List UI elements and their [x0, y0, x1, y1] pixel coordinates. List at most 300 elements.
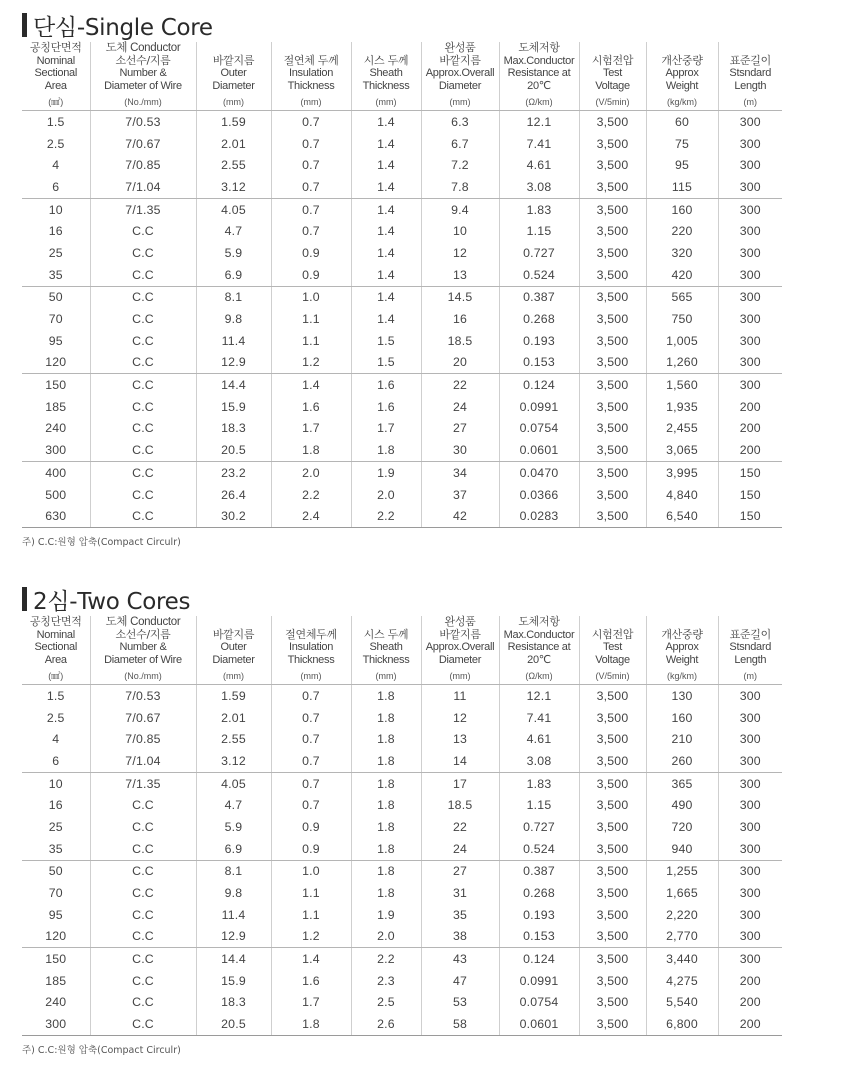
table-cell: 2.5: [351, 992, 421, 1014]
table-cell: 0.524: [499, 264, 579, 286]
single-core-section: [22, 8, 782, 548]
table-cell: C.C: [90, 264, 196, 286]
table-cell: 120: [22, 352, 90, 374]
table-cell: 3,500: [579, 728, 646, 750]
table-cell: C.C: [90, 505, 196, 527]
table-cell: 0.124: [499, 374, 579, 396]
table-cell: 5.9: [196, 242, 271, 264]
header-line: 표준길이: [729, 53, 771, 67]
table-cell: 12.1: [499, 111, 579, 133]
table-cell: 7.41: [499, 133, 579, 155]
table-cell: 12.9: [196, 352, 271, 374]
table-row: [22, 220, 782, 242]
table-cell: 3,500: [579, 176, 646, 198]
table-cell: 14.4: [196, 374, 271, 396]
table-row: [22, 439, 782, 461]
table-cell: 1.83: [499, 772, 579, 794]
table-cell: 0.7: [271, 220, 351, 242]
table-cell: C.C: [90, 860, 196, 882]
table-cell: 0.0754: [499, 418, 579, 440]
table-cell: 300: [739, 907, 761, 922]
header-outer-diameter: [196, 616, 271, 668]
table-cell: 6,540: [646, 505, 718, 527]
table-row: [22, 352, 782, 374]
header-line: 개산중량: [661, 53, 703, 67]
header-line: Diameter: [438, 79, 482, 92]
table-row: [22, 707, 782, 729]
header-line: 소선수/지름: [115, 627, 171, 641]
table-cell: 12: [421, 242, 499, 264]
table-cell: C.C: [90, 286, 196, 308]
table-cell: 7/0.53: [90, 111, 196, 133]
table-cell: 300: [739, 202, 761, 217]
title-bar-marker: [22, 13, 27, 37]
table-cell: 210: [646, 728, 718, 750]
table-cell: 6,800: [646, 1013, 718, 1035]
header-line: 완성품: [444, 615, 476, 628]
table-cell: 34: [421, 462, 499, 484]
table-cell: 300: [718, 750, 782, 772]
table-cell: 9.8: [196, 308, 271, 330]
table-cell: 3,500: [579, 926, 646, 948]
table-cell: 1.8: [351, 794, 421, 816]
header-line: Sectional Area: [34, 641, 78, 666]
table-cell: 0.387: [499, 286, 579, 308]
table-cell: 0.9: [271, 838, 351, 860]
table-cell: 4.7: [196, 794, 271, 816]
unit-cell: (mm): [421, 94, 499, 111]
table-cell: 6.9: [196, 838, 271, 860]
table-cell: 60: [646, 111, 718, 133]
two-cores-section: [22, 582, 782, 1056]
table-cell: 365: [646, 772, 718, 794]
table-cell: 300: [739, 819, 761, 834]
table-cell: 0.0991: [499, 970, 579, 992]
table-cell: 2.2: [351, 948, 421, 970]
table-cell: 940: [646, 838, 718, 860]
table-cell: 4.05: [196, 772, 271, 794]
table-cell: 3.12: [196, 750, 271, 772]
table-cell: 0.7: [271, 794, 351, 816]
header-line: Max.Conductor: [503, 628, 575, 641]
table-cell: 7/1.04: [90, 750, 196, 772]
table-cell: 0.7: [271, 728, 351, 750]
header-line: Approx.Overall: [425, 67, 495, 79]
table-cell: 95: [646, 154, 718, 176]
header-conductor: [90, 42, 196, 94]
table-cell: 300: [739, 312, 761, 327]
header-resistance: [499, 42, 579, 94]
table-cell: 720: [646, 816, 718, 838]
table-cell: 27: [421, 418, 499, 440]
header-nominal-area: [22, 616, 90, 668]
table-cell: 1.6: [271, 970, 351, 992]
header-line: 공칭단면적: [29, 615, 82, 628]
table-cell: 115: [646, 176, 718, 198]
table-cell: C.C: [90, 352, 196, 374]
table-cell: 300: [739, 245, 761, 260]
table-cell: 300: [739, 114, 761, 129]
table-cell: 35: [22, 838, 90, 860]
table-row: [22, 330, 782, 352]
table-cell: 0.0283: [499, 505, 579, 527]
table-cell: 6: [22, 750, 90, 772]
table-cell: C.C: [90, 439, 196, 461]
table-cell: 4: [22, 154, 90, 176]
table-cell: 160: [646, 198, 718, 220]
header-line: Approx: [665, 641, 699, 653]
header-conductor: [90, 616, 196, 668]
table-cell: 490: [646, 794, 718, 816]
header-insulation: [271, 42, 351, 94]
section-title: [22, 582, 782, 616]
header-line: Insulation: [288, 67, 334, 79]
table-cell: 1.83: [499, 198, 579, 220]
table-cell: 500: [22, 484, 90, 506]
header-line: Test: [603, 67, 622, 79]
table-cell: 300: [739, 290, 761, 305]
header-line: 절연체 두께: [283, 53, 339, 67]
table-cell: 18.5: [421, 330, 499, 352]
table-cell: 7.2: [421, 154, 499, 176]
table-cell: 1.8: [351, 772, 421, 794]
table-cell: 300: [718, 838, 782, 860]
header-line: Sheath: [369, 641, 403, 653]
table-cell: 14.4: [196, 948, 271, 970]
table-cell: C.C: [90, 330, 196, 352]
table-cell: 1,005: [646, 330, 718, 352]
table-row: [22, 176, 782, 198]
table-row: [22, 794, 782, 816]
table-cell: 7/0.53: [90, 685, 196, 707]
table-cell: 2.6: [351, 1013, 421, 1035]
table-cell: C.C: [90, 308, 196, 330]
table-cell: 0.193: [499, 904, 579, 926]
table-cell: 3,500: [579, 133, 646, 155]
table-cell: 300: [739, 732, 761, 747]
header-line: Diameter of Wire: [104, 653, 182, 666]
table-cell: 53: [421, 992, 499, 1014]
table-cell: 1,665: [646, 882, 718, 904]
table-cell: 2.2: [271, 484, 351, 506]
table-cell: 11.4: [196, 904, 271, 926]
table-cell: 1.4: [351, 198, 421, 220]
table-cell: 300: [718, 176, 782, 198]
table-cell: 20: [421, 352, 499, 374]
unit-cell: (mm): [196, 94, 271, 111]
table-cell: 35: [22, 264, 90, 286]
table-cell: 3,500: [579, 1013, 646, 1035]
unit-cell: (mm): [351, 94, 421, 111]
table-cell: 10: [22, 772, 90, 794]
table-cell: 3,995: [646, 462, 718, 484]
unit-cell: (Ω/km): [499, 668, 579, 685]
table-cell: 1.2: [271, 926, 351, 948]
table-row: [22, 484, 782, 506]
table-cell: 320: [646, 242, 718, 264]
unit-cell: (kg/km): [646, 668, 718, 685]
table-cell: 1.7: [271, 418, 351, 440]
table-cell: 1.59: [196, 685, 271, 707]
table-cell: 420: [646, 264, 718, 286]
header-row: [22, 616, 782, 668]
table-cell: 24: [421, 838, 499, 860]
table-cell: 400: [22, 462, 90, 484]
table-cell: 3,500: [579, 154, 646, 176]
table-cell: 0.7: [271, 198, 351, 220]
header-line: Voltage: [595, 79, 630, 92]
table-cell: 13: [421, 264, 499, 286]
header-line: Voltage: [595, 653, 630, 666]
table-cell: 3,500: [579, 242, 646, 264]
table-cell: 2,220: [646, 904, 718, 926]
table-cell: 7.41: [499, 707, 579, 729]
table-cell: 300: [739, 710, 761, 725]
table-cell: 1.4: [351, 242, 421, 264]
header-line: 도체 Conductor: [105, 42, 181, 54]
table-cell: C.C: [90, 816, 196, 838]
table-cell: 27: [421, 860, 499, 882]
table-cell: 300: [739, 378, 761, 393]
table-cell: 300: [739, 224, 761, 239]
table-cell: 2.01: [196, 133, 271, 155]
table-cell: 2.01: [196, 707, 271, 729]
table-cell: 1.9: [351, 904, 421, 926]
table-cell: 24: [421, 396, 499, 418]
header-nominal-area: [22, 42, 90, 94]
header-test-voltage: [579, 616, 646, 668]
table-cell: 3,500: [579, 772, 646, 794]
table-row: [22, 970, 782, 992]
table-cell: 5,540: [646, 992, 718, 1014]
table-cell: 1.0: [271, 860, 351, 882]
unit-cell: (No./mm): [90, 668, 196, 685]
table-cell: 2,455: [646, 418, 718, 440]
table-cell: 70: [22, 308, 90, 330]
unit-row: [22, 94, 782, 111]
header-line: 바깥지름: [212, 53, 255, 67]
table-cell: 1,560: [646, 374, 718, 396]
table-row: [22, 111, 782, 133]
unit-cell: (㎟): [22, 94, 90, 111]
table-cell: 1.6: [351, 396, 421, 418]
table-row: [22, 882, 782, 904]
unit-cell: (V/5min): [579, 94, 646, 111]
header-line: 개산중량: [661, 627, 703, 641]
table-cell: 43: [421, 948, 499, 970]
table-row: [22, 374, 782, 396]
table-cell: 3,500: [579, 750, 646, 772]
table-cell: 300: [739, 688, 761, 703]
header-weight: [646, 616, 718, 668]
table-cell: 1.7: [271, 992, 351, 1014]
header-line: 공칭단면적: [29, 41, 82, 54]
table-cell: 200: [718, 439, 782, 461]
table-cell: 10: [22, 198, 90, 220]
table-cell: 3,500: [579, 418, 646, 440]
table-cell: 3,500: [579, 707, 646, 729]
table-cell: 300: [739, 798, 761, 813]
table-cell: 20.5: [196, 1013, 271, 1035]
table-cell: 300: [739, 864, 761, 879]
table-row: [22, 904, 782, 926]
table-cell: 0.7: [271, 176, 351, 198]
header-line: 도체 Conductor: [105, 616, 181, 628]
unit-row: [22, 668, 782, 685]
table-cell: 15.9: [196, 970, 271, 992]
header-line: 시험전압: [591, 53, 634, 67]
header-line: 시스 두께: [363, 627, 409, 641]
table-cell: 3,500: [579, 484, 646, 506]
header-line: 20℃: [527, 79, 551, 92]
table-cell: 1.8: [271, 439, 351, 461]
table-cell: 7/1.04: [90, 176, 196, 198]
table-cell: 0.7: [271, 707, 351, 729]
table-cell: 23.2: [196, 462, 271, 484]
unit-cell: (kg/km): [646, 94, 718, 111]
table-cell: 3,500: [579, 970, 646, 992]
table-row: [22, 728, 782, 750]
table-cell: 3,500: [579, 286, 646, 308]
header-line: Thickness: [362, 653, 410, 666]
table-row: [22, 264, 782, 286]
table-cell: 0.7: [271, 750, 351, 772]
table-cell: 0.0991: [499, 396, 579, 418]
table-cell: 1.4: [351, 220, 421, 242]
unit-cell: (V/5min): [579, 668, 646, 685]
table-cell: 1.5: [22, 111, 90, 133]
table-cell: 1.5: [351, 330, 421, 352]
table-cell: 10: [421, 220, 499, 242]
table-cell: 3,500: [579, 439, 646, 461]
table-row: [22, 838, 782, 860]
table-cell: C.C: [90, 970, 196, 992]
table-cell: 1.6: [351, 374, 421, 396]
table-cell: 3.08: [499, 750, 579, 772]
table-cell: 2.5: [22, 707, 90, 729]
header-line: 바깥지름: [439, 53, 481, 67]
table-cell: 3,500: [579, 264, 646, 286]
header-line: Length: [734, 653, 767, 666]
table-cell: 3,500: [579, 882, 646, 904]
table-cell: 7/0.67: [90, 133, 196, 155]
unit-cell: (m): [718, 94, 782, 111]
table-cell: 6.9: [196, 264, 271, 286]
table-cell: 15.9: [196, 396, 271, 418]
table-cell: 2.2: [351, 505, 421, 527]
table-cell: 16: [22, 220, 90, 242]
table-cell: 3.08: [499, 176, 579, 198]
table-cell: C.C: [90, 904, 196, 926]
table-cell: 1.4: [351, 111, 421, 133]
header-line: Outer: [220, 641, 247, 653]
table-cell: 2.0: [351, 926, 421, 948]
table-cell: 3,500: [579, 198, 646, 220]
table-cell: 4.61: [499, 728, 579, 750]
table-row: [22, 242, 782, 264]
table-cell: 3,500: [579, 794, 646, 816]
table-cell: 50: [22, 860, 90, 882]
table-row: [22, 505, 782, 527]
table-cell: 4.61: [499, 154, 579, 176]
header-line: Length: [734, 79, 767, 92]
header-line: 소선수/지름: [115, 53, 171, 67]
table-cell: 1.8: [351, 860, 421, 882]
header-line: 바깥지름: [439, 627, 481, 641]
table-cell: 1.1: [271, 308, 351, 330]
section-title-text: 단심-Single Core: [33, 14, 213, 41]
table-cell: 200: [739, 399, 761, 414]
header-line: Stsndard: [729, 67, 772, 79]
table-cell: 160: [646, 707, 718, 729]
table-cell: 3,440: [646, 948, 718, 970]
table-cell: 38: [421, 926, 499, 948]
header-line: Max.Conductor: [503, 54, 575, 67]
header-insulation: [271, 616, 351, 668]
table-cell: 18.5: [421, 794, 499, 816]
table-cell: 200: [718, 1013, 782, 1035]
unit-cell: (No./mm): [90, 94, 196, 111]
table-cell: 70: [22, 882, 90, 904]
table-cell: 0.7: [271, 772, 351, 794]
header-line: 표준길이: [729, 627, 771, 641]
table-cell: 6.7: [421, 133, 499, 155]
table-cell: 3,500: [579, 685, 646, 707]
header-length: [718, 616, 782, 668]
table-cell: 95: [22, 330, 90, 352]
table-cell: 14.5: [421, 286, 499, 308]
table-cell: 3,065: [646, 439, 718, 461]
table-cell: 120: [22, 926, 90, 948]
table-cell: 0.9: [271, 242, 351, 264]
table-cell: 4.7: [196, 220, 271, 242]
header-line: Test: [603, 641, 622, 653]
table-cell: 9.8: [196, 882, 271, 904]
table-cell: 2,770: [646, 926, 718, 948]
header-test-voltage: [579, 42, 646, 94]
table-cell: 1.8: [351, 838, 421, 860]
table-cell: 35: [421, 904, 499, 926]
table-cell: 4,275: [646, 970, 718, 992]
table-cell: C.C: [90, 418, 196, 440]
header-length: [718, 42, 782, 94]
table-cell: 300: [739, 886, 761, 901]
header-line: Nominal: [36, 54, 75, 67]
header-line: Insulation: [288, 641, 334, 653]
table-cell: 3,500: [579, 948, 646, 970]
header-line: Approx.Overall: [425, 641, 495, 653]
table-cell: 9.4: [421, 198, 499, 220]
table-cell: 37: [421, 484, 499, 506]
table-cell: 1.4: [271, 948, 351, 970]
table-cell: C.C: [90, 484, 196, 506]
table-cell: 300: [739, 776, 761, 791]
table-cell: 0.9: [271, 264, 351, 286]
table-cell: 150: [22, 948, 90, 970]
table-cell: 3,500: [579, 992, 646, 1014]
table-row: [22, 750, 782, 772]
table-row: [22, 198, 782, 220]
header-line: Diameter: [212, 653, 255, 666]
header-line: 20℃: [527, 653, 551, 666]
header-line: 시험전압: [591, 627, 634, 641]
header-line: Nominal: [36, 628, 75, 641]
table-row: [22, 926, 782, 948]
header-line: Resistance at: [507, 641, 571, 653]
table-cell: 1,935: [646, 396, 718, 418]
table-cell: 185: [22, 970, 90, 992]
table-cell: 1.1: [271, 904, 351, 926]
